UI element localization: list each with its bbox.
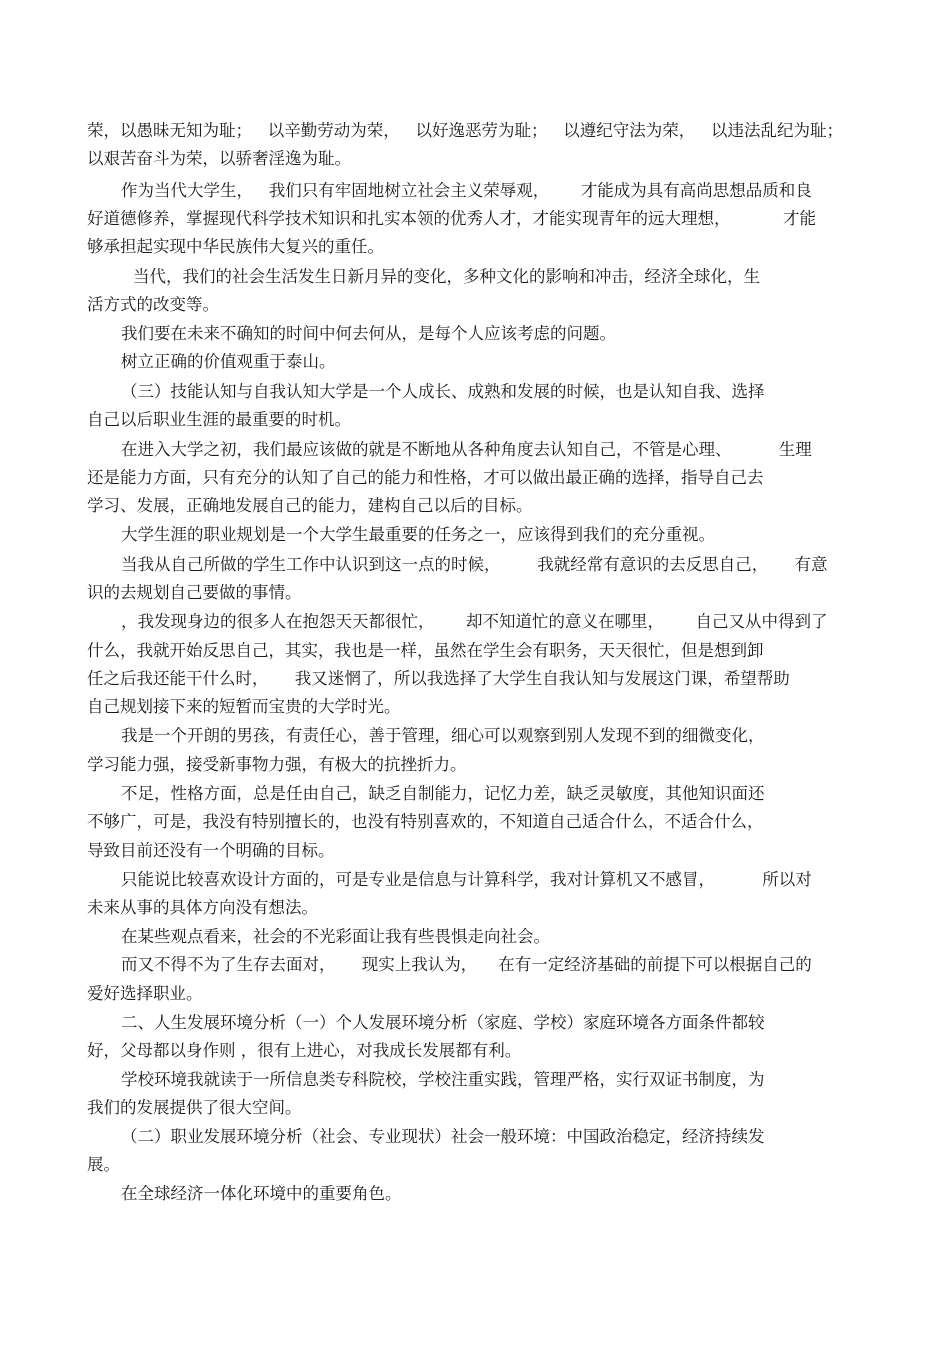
text-line: 我们要在未来不确知的时间中何去何从，是每个人应该考虑的问题。 (121, 324, 616, 343)
text-line: 荣，以愚昧无知为耻； 以辛勤劳动为荣， 以好逸恶劳为耻； 以遵纪守法为荣， 以违法乱纪为耻； (87, 121, 843, 140)
text-line: 展。 (87, 1155, 120, 1174)
text-line: 在某些观点看来，社会的不光彩面让我有些畏惧走向社会。 (121, 927, 550, 946)
text-line: 未来从事的具体方向没有想法。 (87, 898, 318, 917)
text-line: 学习、发展，正确地发展自己的能力，建构自己以后的目标。 (87, 496, 533, 515)
text-line: 大学生涯的职业规划是一个大学生最重要的任务之一，应该得到我们的充分重视。 (121, 525, 715, 544)
text-line: 不足，性格方面，总是任由自己，缺乏自制能力，记忆力差，缺乏灵敏度，其他知识面还 (121, 784, 765, 803)
text-line: 自己以后职业生涯的最重要的时机。 (87, 410, 351, 429)
text-line: 当代，我们的社会生活发生日新月异的变化，多种文化的影响和冲击，经济全球化，生 (133, 267, 760, 286)
text-line: 自己规划接下来的短暂而宝贵的大学时光。 (87, 697, 401, 716)
text-line: 不够广，可是，我没有特别擅长的，也没有特别喜欢的，不知道自己适合什么，不适合什么， (87, 812, 764, 831)
text-line: 树立正确的价值观重于泰山。 (121, 352, 336, 371)
text-line: 当我从自己所做的学生工作中认识到这一点的时候， 我就经常有意识的去反思自己， 有意 (121, 555, 828, 574)
text-line: 以艰苦奋斗为荣，以骄奢淫逸为耻。 (87, 149, 351, 168)
text-line: 好道德修养，掌握现代科学技术知识和扎实本领的优秀人才，才能实现青年的远大理想， 才能 (87, 209, 816, 228)
text-line: 活方式的改变等。 (87, 295, 219, 314)
text-line: 还是能力方面，只有充分的认知了自己的能力和性格，才可以做出最正确的选择，指导自己去 (87, 468, 764, 487)
text-line: 任之后我还能干什么时， 我又迷惘了，所以我选择了大学生自我认知与发展这门课，希望帮助 (87, 669, 790, 688)
text-line: ，我发现身边的很多人在抱怨天天都很忙， 却不知道忙的意义在哪里， 自己又从中得到了 (121, 612, 828, 631)
text-line: 识的去规划自己要做的事情。 (87, 583, 302, 602)
text-line: 学校环境我就读于一所信息类专科院校，学校注重实践，管理严格，实行双证书制度，为 (121, 1070, 765, 1089)
text-line: 在全球经济一体化环境中的重要角色。 (121, 1184, 402, 1203)
text-line: 爱好选择职业。 (87, 984, 203, 1003)
text-line: 我是一个开朗的男孩，有责任心，善于管理，细心可以观察到别人发现不到的细微变化， (121, 726, 765, 745)
text-line: 学习能力强，接受新事物力强，有极大的抗挫折力。 (87, 755, 467, 774)
text-line: 只能说比较喜欢设计方面的，可是专业是信息与计算科学，我对计算机又不感冒， 所以对 (121, 870, 812, 889)
text-line: 导致目前还没有一个明确的目标。 (87, 841, 335, 860)
text-line: 而又不得不为了生存去面对， 现实上我认为， 在有一定经济基础的前提下可以根据自己的 (121, 955, 812, 974)
text-line: 什么，我就开始反思自己，其实，我也是一样，虽然在学生会有职务，天天很忙，但是想到卸 (87, 641, 764, 660)
text-line: 够承担起实现中华民族伟大复兴的重任。 (87, 237, 384, 256)
text-line: 我们的发展提供了很大空间。 (87, 1098, 302, 1117)
text-line: 在进入大学之初，我们最应该做的就是不断地从各种角度去认知自己，不管是心理、 生理 (121, 440, 812, 459)
text-line: （二）职业发展环境分析（社会、专业现状）社会一般环境：中国政治稳定，经济持续发 (121, 1127, 765, 1146)
text-line: 二、人生发展环境分析（一）个人发展环境分析（家庭、学校）家庭环境各方面条件都较 (121, 1013, 765, 1032)
text-line: 作为当代大学生， 我们只有牢固地树立社会主义荣辱观， 才能成为具有高尚思想品质和良 (121, 181, 812, 200)
text-line: （三）技能认知与自我认知大学是一个人成长、成熟和发展的时候，也是认知自我、选择 (121, 382, 765, 401)
text-line: 好，父母都以身作则 ，很有上进心，对我成长发展都有利。 (87, 1041, 522, 1060)
